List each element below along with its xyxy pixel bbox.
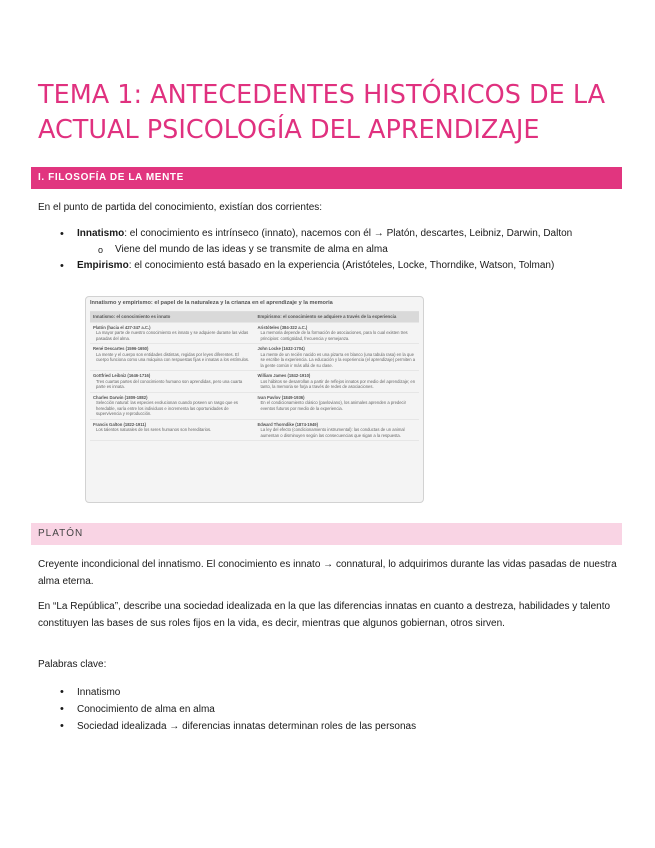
table-cell-name: Charles Darwin (1809-1882) bbox=[93, 394, 148, 400]
table-cell-right bbox=[255, 371, 420, 392]
table-cell-desc: Selección natural: las especies evolucionan cuando poseen un rasgo que es heredable, varía entre los individuos e incrementa las oportunidades de supervivencia y reproducción. bbox=[96, 400, 239, 416]
table-cell-left bbox=[90, 393, 255, 419]
table-cell-desc: Los hábitos se desarrollan a partir de reflejos innatos por medio del aprendizaje; en tanto, la memoria se forja a través de redes de asociaciones. bbox=[260, 378, 416, 389]
table-cell-desc: La mente de un recién nacido es una pizarra en blanco (una tabula rasa) en la que se escribe la experiencia. La educación y la experiencia (el aprendizaje) permiten a la gente común ir más allá de su clase. bbox=[260, 351, 416, 368]
list-item-innatismo bbox=[38, 226, 623, 242]
table-header-right: Empirismo: el conocimiento se adquiere a través de la experiencia bbox=[257, 314, 397, 319]
table-cell-right bbox=[255, 344, 420, 370]
table-cell-right bbox=[255, 323, 420, 344]
table-cell-name: Aristóteles (384-322 a.C.) bbox=[257, 324, 308, 330]
list-subitem-innatismo: o Viene del mundo de las ideas y se transmite de alma en alma bbox=[38, 242, 623, 258]
table-row bbox=[90, 393, 419, 420]
table-cell-right bbox=[255, 420, 420, 441]
table-cell-name: Ivan Pavlov (1849-1936) bbox=[257, 394, 305, 400]
section-heading-platon: PLATÓN bbox=[31, 523, 622, 545]
table-cell-desc: La mayor parte de nuestro conocimiento es innato y se adquiere durante las vidas pasadas del alma. bbox=[96, 330, 249, 341]
table-cell-name: Gottfried Leibniz (1646-1716) bbox=[93, 373, 151, 378]
table-cell-name: René Descartes (1596-1650) bbox=[93, 346, 149, 351]
table-header-left: Innatismo: el conocimiento es innato bbox=[93, 314, 171, 319]
table-cell-left bbox=[90, 371, 255, 392]
table-row bbox=[90, 323, 419, 345]
intro-paragraph: En el punto de partida del conocimiento, existían dos corrientes: bbox=[38, 202, 323, 213]
table-cell-desc: En el condicionamiento clásico (pavloviano), los animales aprenden a predecir eventos futuros por medio de la experiencia. bbox=[260, 400, 406, 411]
innatismo-term: Innatismo bbox=[77, 228, 125, 239]
corrientes-list bbox=[38, 226, 623, 274]
table-header-row bbox=[90, 312, 419, 323]
table-cell-name: John Locke (1632-1704) bbox=[257, 346, 305, 351]
page-title bbox=[38, 78, 628, 148]
innatismo-text: : el conocimiento es intrínseco (innato), nacemos con él → Platón, descartes, Leibniz, Darwin, Dalton bbox=[124, 228, 573, 239]
table-cell-name: Edward Thorndike (1874-1949) bbox=[257, 421, 319, 427]
table-grid bbox=[90, 311, 419, 441]
table-cell-desc: La ley del efecto (condicionamiento instrumental): las conductas de un animal aumentan o disminuyen según las consecuencias que sigan a la respuesta. bbox=[260, 427, 405, 438]
title-line-2: ACTUAL PSICOLOGÍA DEL APRENDIZAJE bbox=[38, 115, 540, 145]
empirismo-text: : el conocimiento está basado en la experiencia (Aristóteles, Locke, Thorndike, Watson, Tolman) bbox=[128, 260, 555, 271]
table-cell-desc: Los talentos naturales de los seres humanos son hereditarios. bbox=[96, 427, 212, 432]
table-cell-name: William James (1842-1910) bbox=[257, 373, 311, 378]
list-item: • Innatismo bbox=[38, 684, 623, 701]
table-row bbox=[90, 344, 419, 371]
table-cell-left bbox=[90, 420, 255, 441]
table-cell-left bbox=[90, 344, 255, 370]
platon-paragraph-1: Creyente incondicional del innatismo. El conocimiento es innato → connatural, lo adquirimos durante las vidas pasadas de nuestra alma eterna. bbox=[38, 559, 617, 587]
section-heading-filosofia: I. FILOSOFÍA DE LA MENTE bbox=[31, 167, 622, 189]
table-cell-desc: La mente y el cuerpo son entidades distintas, regidas por leyes diferentes. El cuerpo funciona como una máquina con respuestas fijas e innatas a los estímulos. bbox=[96, 351, 250, 362]
title-line-1: TEMA 1: ANTECEDENTES HISTÓRICOS DE LA bbox=[38, 80, 606, 110]
table-cell-desc: Tres cuartas partes del conocimiento humano son aprendidas, pero una cuarta parte es innata. bbox=[96, 378, 243, 389]
list-item: • Sociedad idealizada → diferencias innatas determinan roles de las personas bbox=[38, 718, 623, 735]
table-cell-right bbox=[255, 393, 420, 419]
platon-paragraph-2: En “La República”, describe una sociedad idealizada en la que las diferencias innatas en cuanto a destreza, habilidades y talento constituyen las bases de sus roles fijos en la vida, es decir, mientras que algunos gobiernan, otros sirven. bbox=[38, 601, 611, 629]
table-title: Innatismo y empirismo: el papel de la naturaleza y la crianza en el aprendizaje y la memoria bbox=[90, 300, 333, 306]
table-row bbox=[90, 371, 419, 393]
list-item: • Conocimiento de alma en alma bbox=[38, 701, 623, 718]
table-cell-desc: La memoria depende de la formación de asociaciones, para lo cual existen tres principios: contigüidad, frecuencia y semejanza. bbox=[260, 330, 408, 341]
table-cell-left bbox=[90, 323, 255, 344]
empirismo-term: Empirismo bbox=[77, 260, 129, 271]
table-cell-name: Francis Galton (1822-1911) bbox=[93, 421, 147, 427]
keywords-label: Palabras clave: bbox=[38, 659, 107, 670]
table-row bbox=[90, 420, 419, 442]
innatismo-empirismo-table bbox=[85, 296, 424, 503]
keywords-list bbox=[38, 684, 623, 735]
table-cell-name: Platón (hacia el 427-347 a.C.) bbox=[93, 324, 151, 330]
list-item-empirismo bbox=[38, 258, 623, 274]
